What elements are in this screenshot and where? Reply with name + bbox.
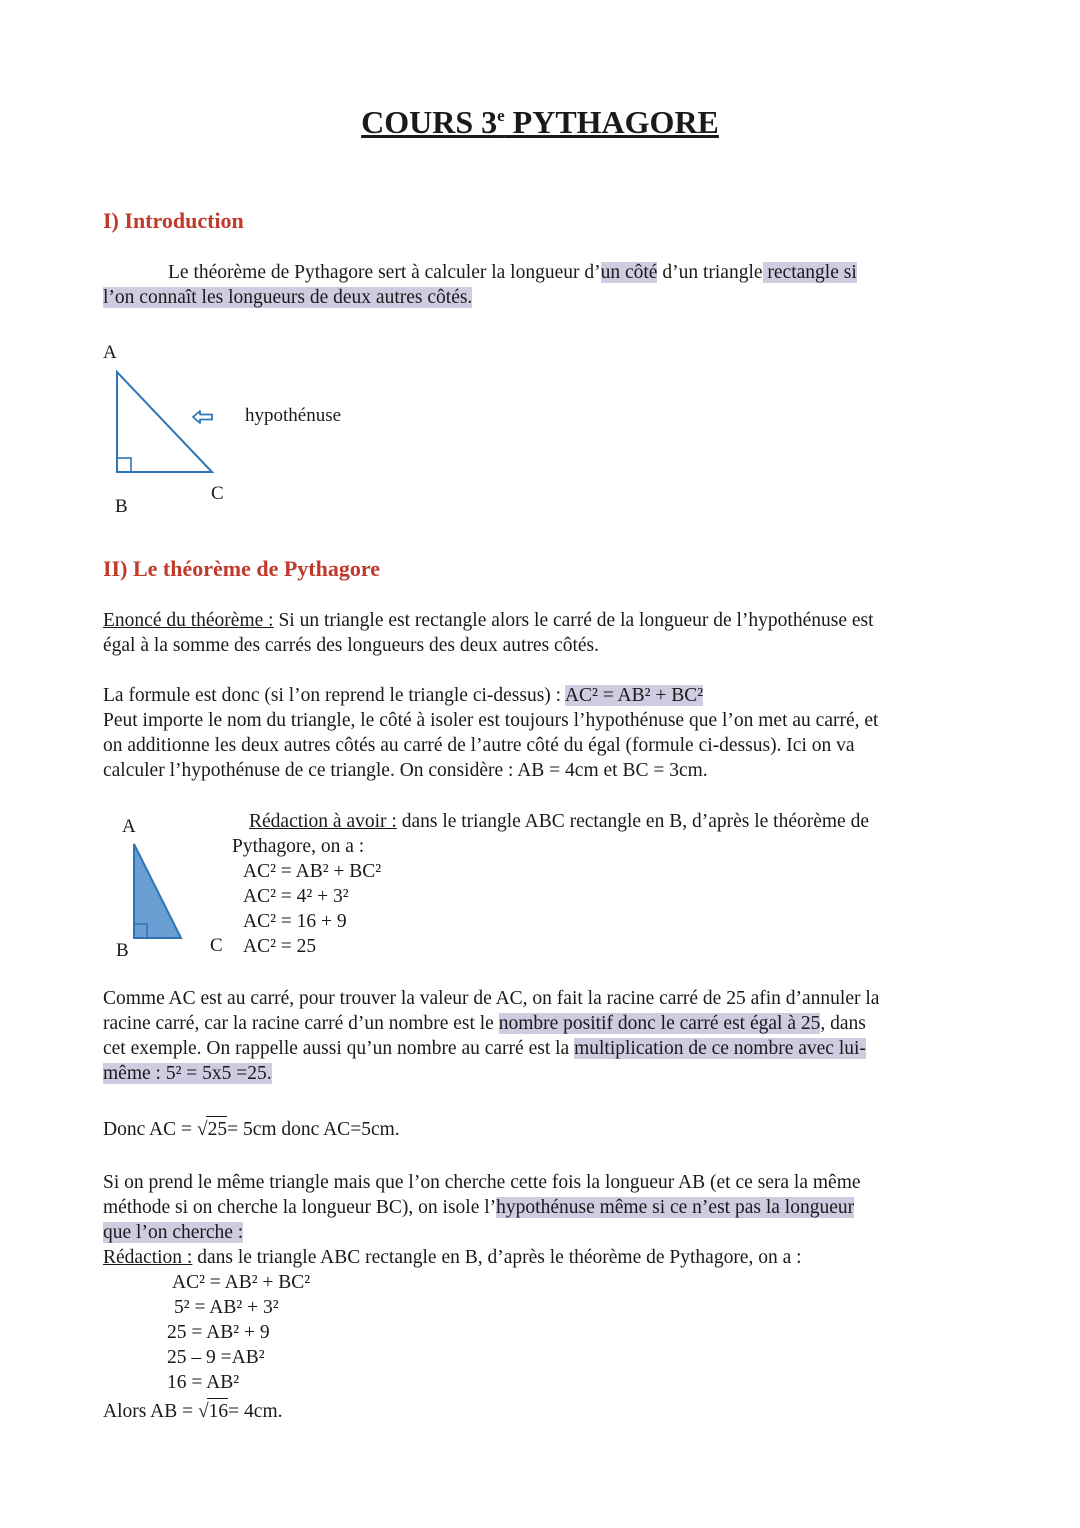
formula-paragraph: La formule est donc (si l’on reprend le triangle ci-dessus) : AC² = AB² + BC² Peut importe le nom du triangle, le côté à isoler est toujours l’hypothénuse que l’on met au carré, et on additionne les deux autres côtés au carré de l’autre côté du égal (formule ci-dessus). Ici on va calculer l’hypothénuse de ce triangle. On considère : AB = 4cm et BC = 3cm. — [103, 685, 879, 781]
figure2-label-c: C — [210, 935, 223, 956]
filled-right-triangle — [128, 840, 188, 942]
theorem-statement: Enoncé du théorème : Si un triangle est rectangle alors le carré de la longueur de l’hypothénuse est égal à la somme des carrés des longueurs des deux autres côtés. — [103, 610, 874, 656]
calculation-step: AC² = AB² + BC² — [243, 861, 382, 882]
explanation-paragraph: Comme AC est au carré, pour trouver la valeur de AC, on fait la racine carré de 25 afin d’annuler la racine carré, car la racine carré d’un nombre est le nombre positif donc le carré est égal à 25, dans cet exemple. On rappelle aussi qu’un nombre au carré est la multiplication de ce nombre avec lui- même : 5² = 5x5 =25. — [103, 988, 880, 1084]
calculation-step: AC² = 25 — [243, 936, 317, 957]
page-title: COURS 3e PYTHAGORE — [361, 104, 719, 140]
calculation-step: 25 – 9 =AB² — [167, 1347, 265, 1368]
figure1-label-a: A — [103, 342, 117, 363]
figure2-label-b: B — [116, 940, 129, 961]
result-ac: Donc AC = √25 = 5cm donc AC=5cm. — [103, 1117, 983, 1142]
second-calculation — [165, 1270, 465, 1395]
section-theorem-heading: II) Le théorème de Pythagore — [103, 556, 380, 581]
calculation-step: 16 = AB² — [167, 1372, 240, 1393]
hypotenuse-label: hypothénuse — [245, 405, 342, 426]
calculation-step: AC² = 4² + 3² — [243, 886, 349, 907]
calculation-step: 5² = AB² + 3² — [174, 1297, 279, 1318]
calculation-step: AC² = 16 + 9 — [243, 911, 347, 932]
calculation-step: AC² = AB² + BC² — [172, 1272, 311, 1293]
figure2-label-a: A — [122, 816, 136, 837]
left-arrow-icon — [192, 410, 214, 424]
calculation-step: 25 = AB² + 9 — [167, 1322, 270, 1343]
result-ab: Alors AB = √16 = 4cm. — [103, 1399, 983, 1424]
intro-paragraph: Le théorème de Pythagore sert à calculer la longueur d’un côté d’un triangle rectangle si l’on connaît les longueurs de deux autres côtés. — [103, 262, 857, 308]
section-introduction-heading: I) Introduction — [103, 208, 244, 233]
figure1-label-c: C — [211, 483, 224, 504]
figure1-label-b: B — [115, 496, 128, 517]
second-case-paragraph: Si on prend le même triangle mais que l’on cherche cette fois la longueur AB (et ce sera la même méthode si on cherche la longueur BC), on isole l’hypothénuse même si ce n’est pas la longueur que l’on cherche : Rédaction : dans le triangle ABC rectangle en B, d’après le théorème de Pythagore, on a : — [103, 1172, 861, 1268]
redaction-block: Rédaction à avoir : dans le triangle ABC rectangle en B, d’après le théorème de Pythagore, on a : AC² = AB² + BC² AC² = 4² + 3² AC² = 16 + 9 AC² = 25 — [232, 809, 972, 959]
